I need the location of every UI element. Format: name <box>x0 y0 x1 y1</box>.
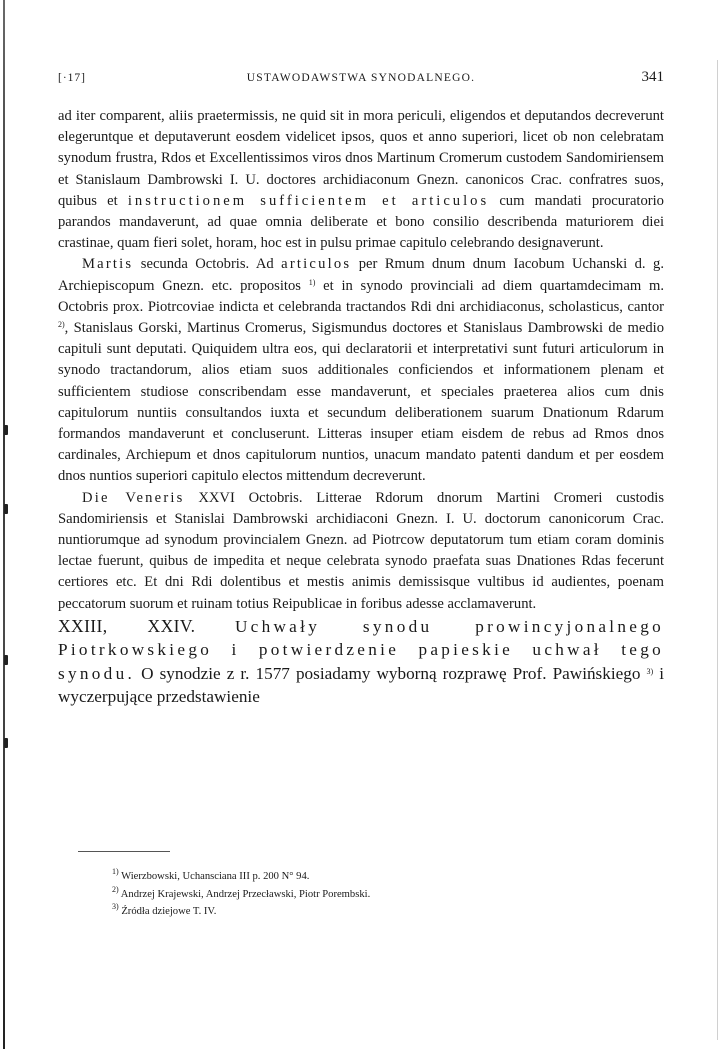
page-number: 341 <box>641 69 664 85</box>
section-heading-paragraph: XXIII, XXIV. Uchwały synodu prowincyjonalnego Piotrkowskiego i potwierdzenie papieskie uchwał tego synodu. O synodzie z r. 1577 posiadamy wyborną rozprawę Prof. Pawińskiego $^{3)}$ i wyczerpujące przedstawienie <box>58 615 664 707</box>
spaced-day: Die Veneris <box>82 489 185 506</box>
footnote-ref[interactable]: 3) <box>646 666 654 676</box>
spaced-day: Martis <box>82 256 134 273</box>
scan-edge-right <box>717 60 718 1040</box>
scan-mark <box>4 425 8 435</box>
running-title: USTAWODAWSTWA SYNODALNEGO. <box>246 72 476 84</box>
footnote: $^{3)}$ Źródła dziejowe T. IV. <box>112 902 217 917</box>
footnote: $^{2)}$ Andrzej Krajewski, Andrzej Przecławski, Piotr Porembski. <box>112 884 371 900</box>
scan-edge-left <box>3 0 5 1049</box>
scan-mark <box>4 738 8 748</box>
main-text <box>58 106 664 709</box>
footnote-ref[interactable]: 1) <box>308 277 316 287</box>
spaced-emphasis: articulos <box>281 256 352 273</box>
section-title: Uchwały synodu prowincyjonalnego Piotrkowskiego i potwierdzenie papieskie uchwał tego synodu. <box>58 616 664 683</box>
paragraph-1: ad iter comparent, aliis praetermissis, ne quid sit in mora periculi, eligendos et deputandos decreverunt elegeruntque et deputaverunt eosdem videlicet ipsos, quos et anno superiori, licet ob non celebratam synodum frustra, Rdos et Excellentissimos viros dnos Martinum Cromerum custodem Sandomiriensem et Stanislaum Dambrowski I. U. doctores archidiaconum Gnezn. canonicos Crac. confratres suos, quibus et instructionem sufficientem et articulos cum mandati procuratorio parandos mandaverunt, ad quae omnia deliberate et bono consilio describenda maturiorem diei crastinae, quam fieri solet, horam, hoc est in pulsu primae capitulo celebrando designaverunt. <box>58 108 664 252</box>
paragraph-2: Martis secunda Octobris. Ad articulos per Rmum dnum dnum Iacobum Uchanski d. g. Archiepiscopum Gnezn. etc. propositos $^{1)}$ et in synodo provinciali ad diem quartamdecimam m. Octobris prox. Piotrcoviae indicta et celebranda tractandos Rdi dni archidiaconus, scholasticus, cantor $^{2)}$, Stanislaus Gorski, Martinus Cromerus, Sigismundus doctores et Stanislaus Dambrowski de medio capituli sunt deputati. Quiquidem ultra eos, qui declaratorii et interpretativi sunt futuri articulorum in synodo tractandorum, alios etiam suos additionales conficiendos et informationem plenam et sufficientem studiose conscribendam esse mandaverunt, et speciales praeterea alios cum dnis capitulorum nuntiis consultandos iuxta et secundum deliberationem suarum Dnationum Rdarum formandos mandaverunt et concluserunt. Litteras insuper etiam eisdem de rebus ad Rmos dnos cardinales, Archiepum et dnos capitulorum nuntios, unacum mandato patenti dandum et per eosdem dnos nuntios superiori capitulo electos mittendum decreverunt. <box>58 256 664 485</box>
scan-mark <box>4 504 8 514</box>
running-header <box>58 69 664 92</box>
scan-mark <box>4 655 8 665</box>
footnote-ref[interactable]: 2) <box>58 320 65 330</box>
spaced-emphasis: instructionem sufficientem et articulos <box>127 192 490 209</box>
page-bracket: [·17] <box>58 72 86 84</box>
section-numeral: XXIII, XXIV. <box>58 615 196 636</box>
footnote-divider <box>78 851 170 852</box>
footnote: $^{1)}$ Wierzbowski, Uchansciana III p. 200 N° 94. <box>112 867 310 882</box>
footnotes <box>112 868 532 921</box>
paragraph-3: Die Veneris XXVI Octobris. Litterae Rdorum dnorum Martini Cromeri custodis Sandomiriensis et Stanislai Dambrowski archidiaconi Gnezn. I. U. doctorum canonicorum Crac. nuntiorumque ad synodum provincialem Gnezn. ad Piotrcow deputatorum tum etiam coram dominis lectae fuerunt, quibus de impedita et neque celebrata synodo praefata suas Dnationes Rdas fecerunt certiores etc. Et dni Rdi dolentibus et mestis animis demissisque vultibus id audientes, poenam peccatorum suorum et ruinam totius Reipublicae in foribus adesse acclamaverunt. <box>58 489 664 612</box>
